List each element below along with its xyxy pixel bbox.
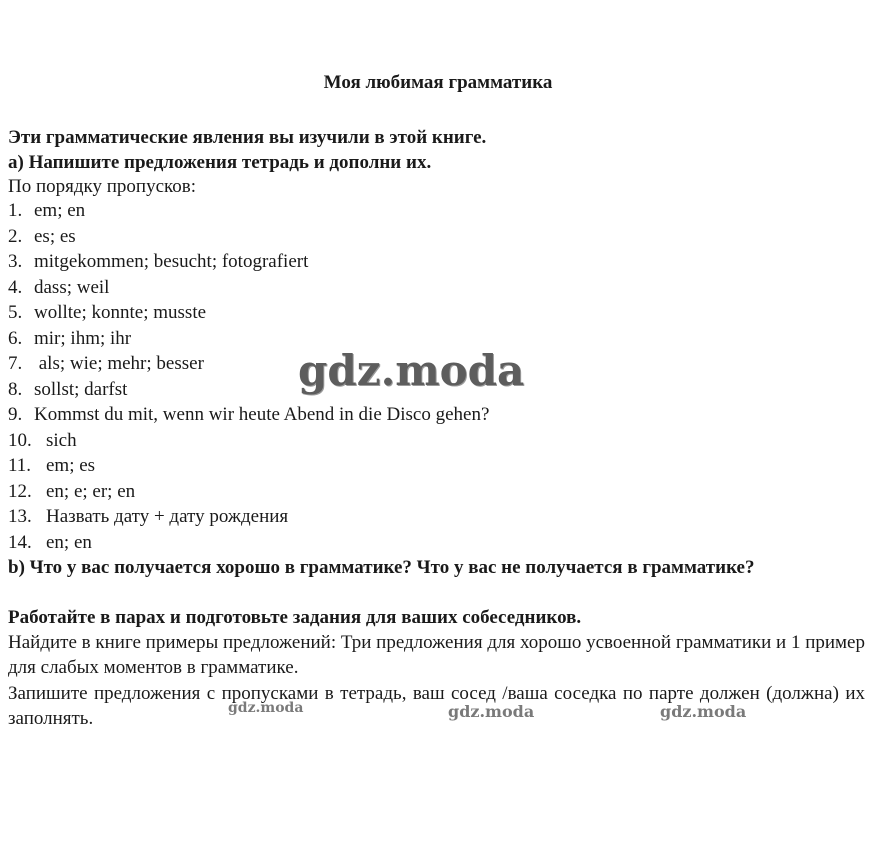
list-item [8, 198, 489, 224]
item-number: 10. [8, 429, 32, 451]
item-number: 14. [8, 531, 32, 553]
item-number: 3. [8, 251, 23, 272]
item-number: 2. [8, 225, 23, 247]
list-item [8, 275, 489, 301]
list-item [8, 249, 489, 275]
item-text: Назвать дату + дату рождения [46, 506, 289, 527]
item-number: 5. [8, 302, 23, 323]
item-text: dass; weil [34, 276, 110, 298]
item-text: es; es [34, 225, 76, 247]
item-text: als; wie; mehr; besser [34, 353, 204, 374]
list-item [8, 300, 489, 326]
list-item [8, 224, 489, 250]
task-a-heading: a) Напишите предложения тетрадь и дополни их. [8, 152, 432, 173]
paragraph-gaps: Запишите предложения с пропусками в тетрадь, ваш сосед /ваша соседка по парте должен (должна) их заполнять. [8, 683, 865, 729]
item-number: 1. [8, 200, 23, 221]
watermark-small: gdz.moda [660, 702, 747, 721]
watermark-small: gdz.moda [228, 700, 304, 716]
list-item [8, 530, 489, 556]
watermark-logo: gdz.moda [298, 346, 525, 395]
order-note: По порядку пропусков: [8, 176, 197, 197]
item-number: 11. [8, 455, 32, 476]
item-text: sich [46, 429, 77, 451]
item-text: em; es [46, 455, 96, 476]
item-number: 9. [8, 404, 23, 425]
task-b-heading: b) Что у вас получается хорошо в грамматике? Что у вас не получается в грамматике? [8, 557, 755, 578]
list-item [8, 402, 489, 428]
item-number: 12. [8, 480, 32, 502]
item-text: em; en [34, 200, 86, 221]
list-item [8, 479, 489, 505]
intro-text: Эти грамматические явления вы изучили в этой книге. [8, 127, 487, 148]
page-title: Моя любимая грамматика [323, 72, 553, 93]
item-number: 13. [8, 506, 32, 527]
item-number: 4. [8, 276, 23, 298]
item-text: en; en [46, 531, 92, 553]
item-text: en; e; er; en [46, 480, 136, 502]
item-text: mir; ihm; ihr [34, 327, 132, 349]
item-number: 7. [8, 353, 23, 374]
list-item [8, 428, 489, 454]
item-number: 6. [8, 327, 23, 349]
item-text: sollst; darfst [34, 378, 128, 400]
item-number: 8. [8, 378, 23, 400]
item-text: Kommst du mit, wenn wir heute Abend in die Disco gehen? [34, 404, 490, 425]
watermark-small: gdz.moda [448, 702, 535, 721]
pairs-instruction: Работайте в парах и подготовьте задания для ваших собеседников. [8, 607, 582, 628]
list-item [8, 504, 489, 530]
paragraph-examples: Найдите в книге примеры предложений: Три предложения для хорошо усвоенной грамматики и 1 пример для слабых моментов в грамматике. [8, 632, 865, 678]
item-text: mitgekommen; besucht; fotografiert [34, 251, 309, 272]
list-item [8, 453, 489, 479]
item-text: wollte; konnte; musste [34, 302, 207, 323]
